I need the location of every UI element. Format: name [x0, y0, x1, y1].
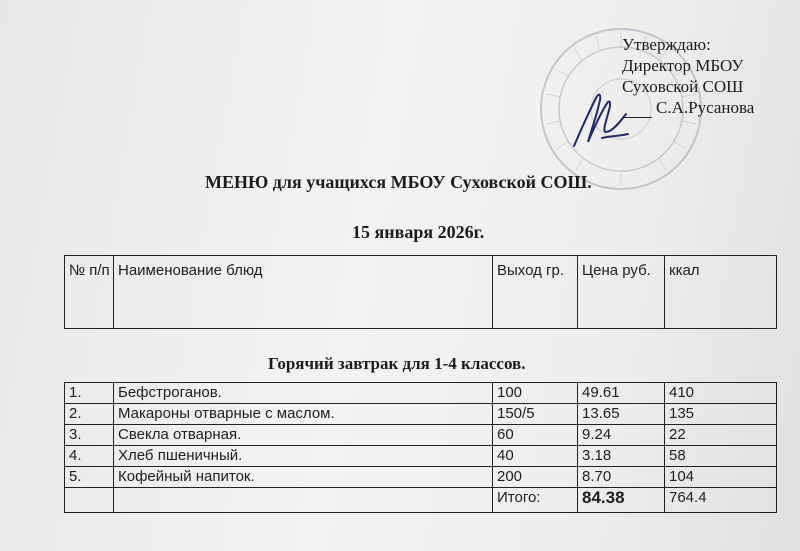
menu-table — [64, 382, 777, 513]
cell-kcal: 135 — [665, 404, 777, 425]
header-name: Наименование блюд — [114, 256, 493, 329]
cell-price: 3.18 — [578, 446, 665, 467]
cell-price: 49.61 — [578, 383, 665, 404]
approval-line-4 — [622, 97, 792, 118]
menu-table-body — [65, 383, 777, 513]
cell-price: 8.70 — [578, 467, 665, 488]
table-row — [65, 467, 777, 488]
cell-output: 60 — [493, 425, 578, 446]
director-name: С.А.Русанова — [656, 98, 755, 117]
total-price: 84.38 — [578, 488, 665, 513]
total-label: Итого: — [493, 488, 578, 513]
cell-num: 2. — [65, 404, 114, 425]
cell-num: 3. — [65, 425, 114, 446]
approval-block — [622, 34, 792, 118]
cell-output: 100 — [493, 383, 578, 404]
cell-kcal: 410 — [665, 383, 777, 404]
cell-price: 9.24 — [578, 425, 665, 446]
cell-name: Хлеб пшеничный. — [114, 446, 493, 467]
cell-kcal: 104 — [665, 467, 777, 488]
total-empty-num — [65, 488, 114, 513]
cell-num: 5. — [65, 467, 114, 488]
total-empty-name — [114, 488, 493, 513]
total-row — [65, 488, 777, 513]
cell-kcal: 58 — [665, 446, 777, 467]
approval-line-2: Директор МБОУ — [622, 56, 744, 75]
menu-title: МЕНЮ для учащихся МБОУ Суховской СОШ. — [205, 172, 592, 192]
cell-output: 200 — [493, 467, 578, 488]
cell-output: 150/5 — [493, 404, 578, 425]
table-row — [65, 404, 777, 425]
total-kcal: 764.4 — [665, 488, 777, 513]
cell-output: 40 — [493, 446, 578, 467]
cell-num: 4. — [65, 446, 114, 467]
approval-line-1: Утверждаю: — [622, 35, 711, 54]
header-price: Цена руб. — [578, 256, 665, 329]
cell-name: Макароны отварные с маслом. — [114, 404, 493, 425]
cell-kcal: 22 — [665, 425, 777, 446]
section-title: Горячий завтрак для 1-4 классов. — [268, 354, 526, 373]
cell-name: Свекла отварная. — [114, 425, 493, 446]
cell-name: Бефстроганов. — [114, 383, 493, 404]
cell-name: Кофейный напиток. — [114, 467, 493, 488]
table-row — [65, 425, 777, 446]
header-output: Выход гр. — [493, 256, 578, 329]
header-row — [65, 256, 777, 329]
menu-date: 15 января 2026г. — [352, 222, 485, 242]
header-num: № п/п — [65, 256, 114, 329]
signature-rule — [622, 103, 652, 118]
table-row — [65, 446, 777, 467]
table-row — [65, 383, 777, 404]
approval-line-3: Суховской СОШ — [622, 77, 744, 96]
header-table — [64, 255, 777, 329]
cell-price: 13.65 — [578, 404, 665, 425]
header-kcal: ккал — [665, 256, 777, 329]
cell-num: 1. — [65, 383, 114, 404]
